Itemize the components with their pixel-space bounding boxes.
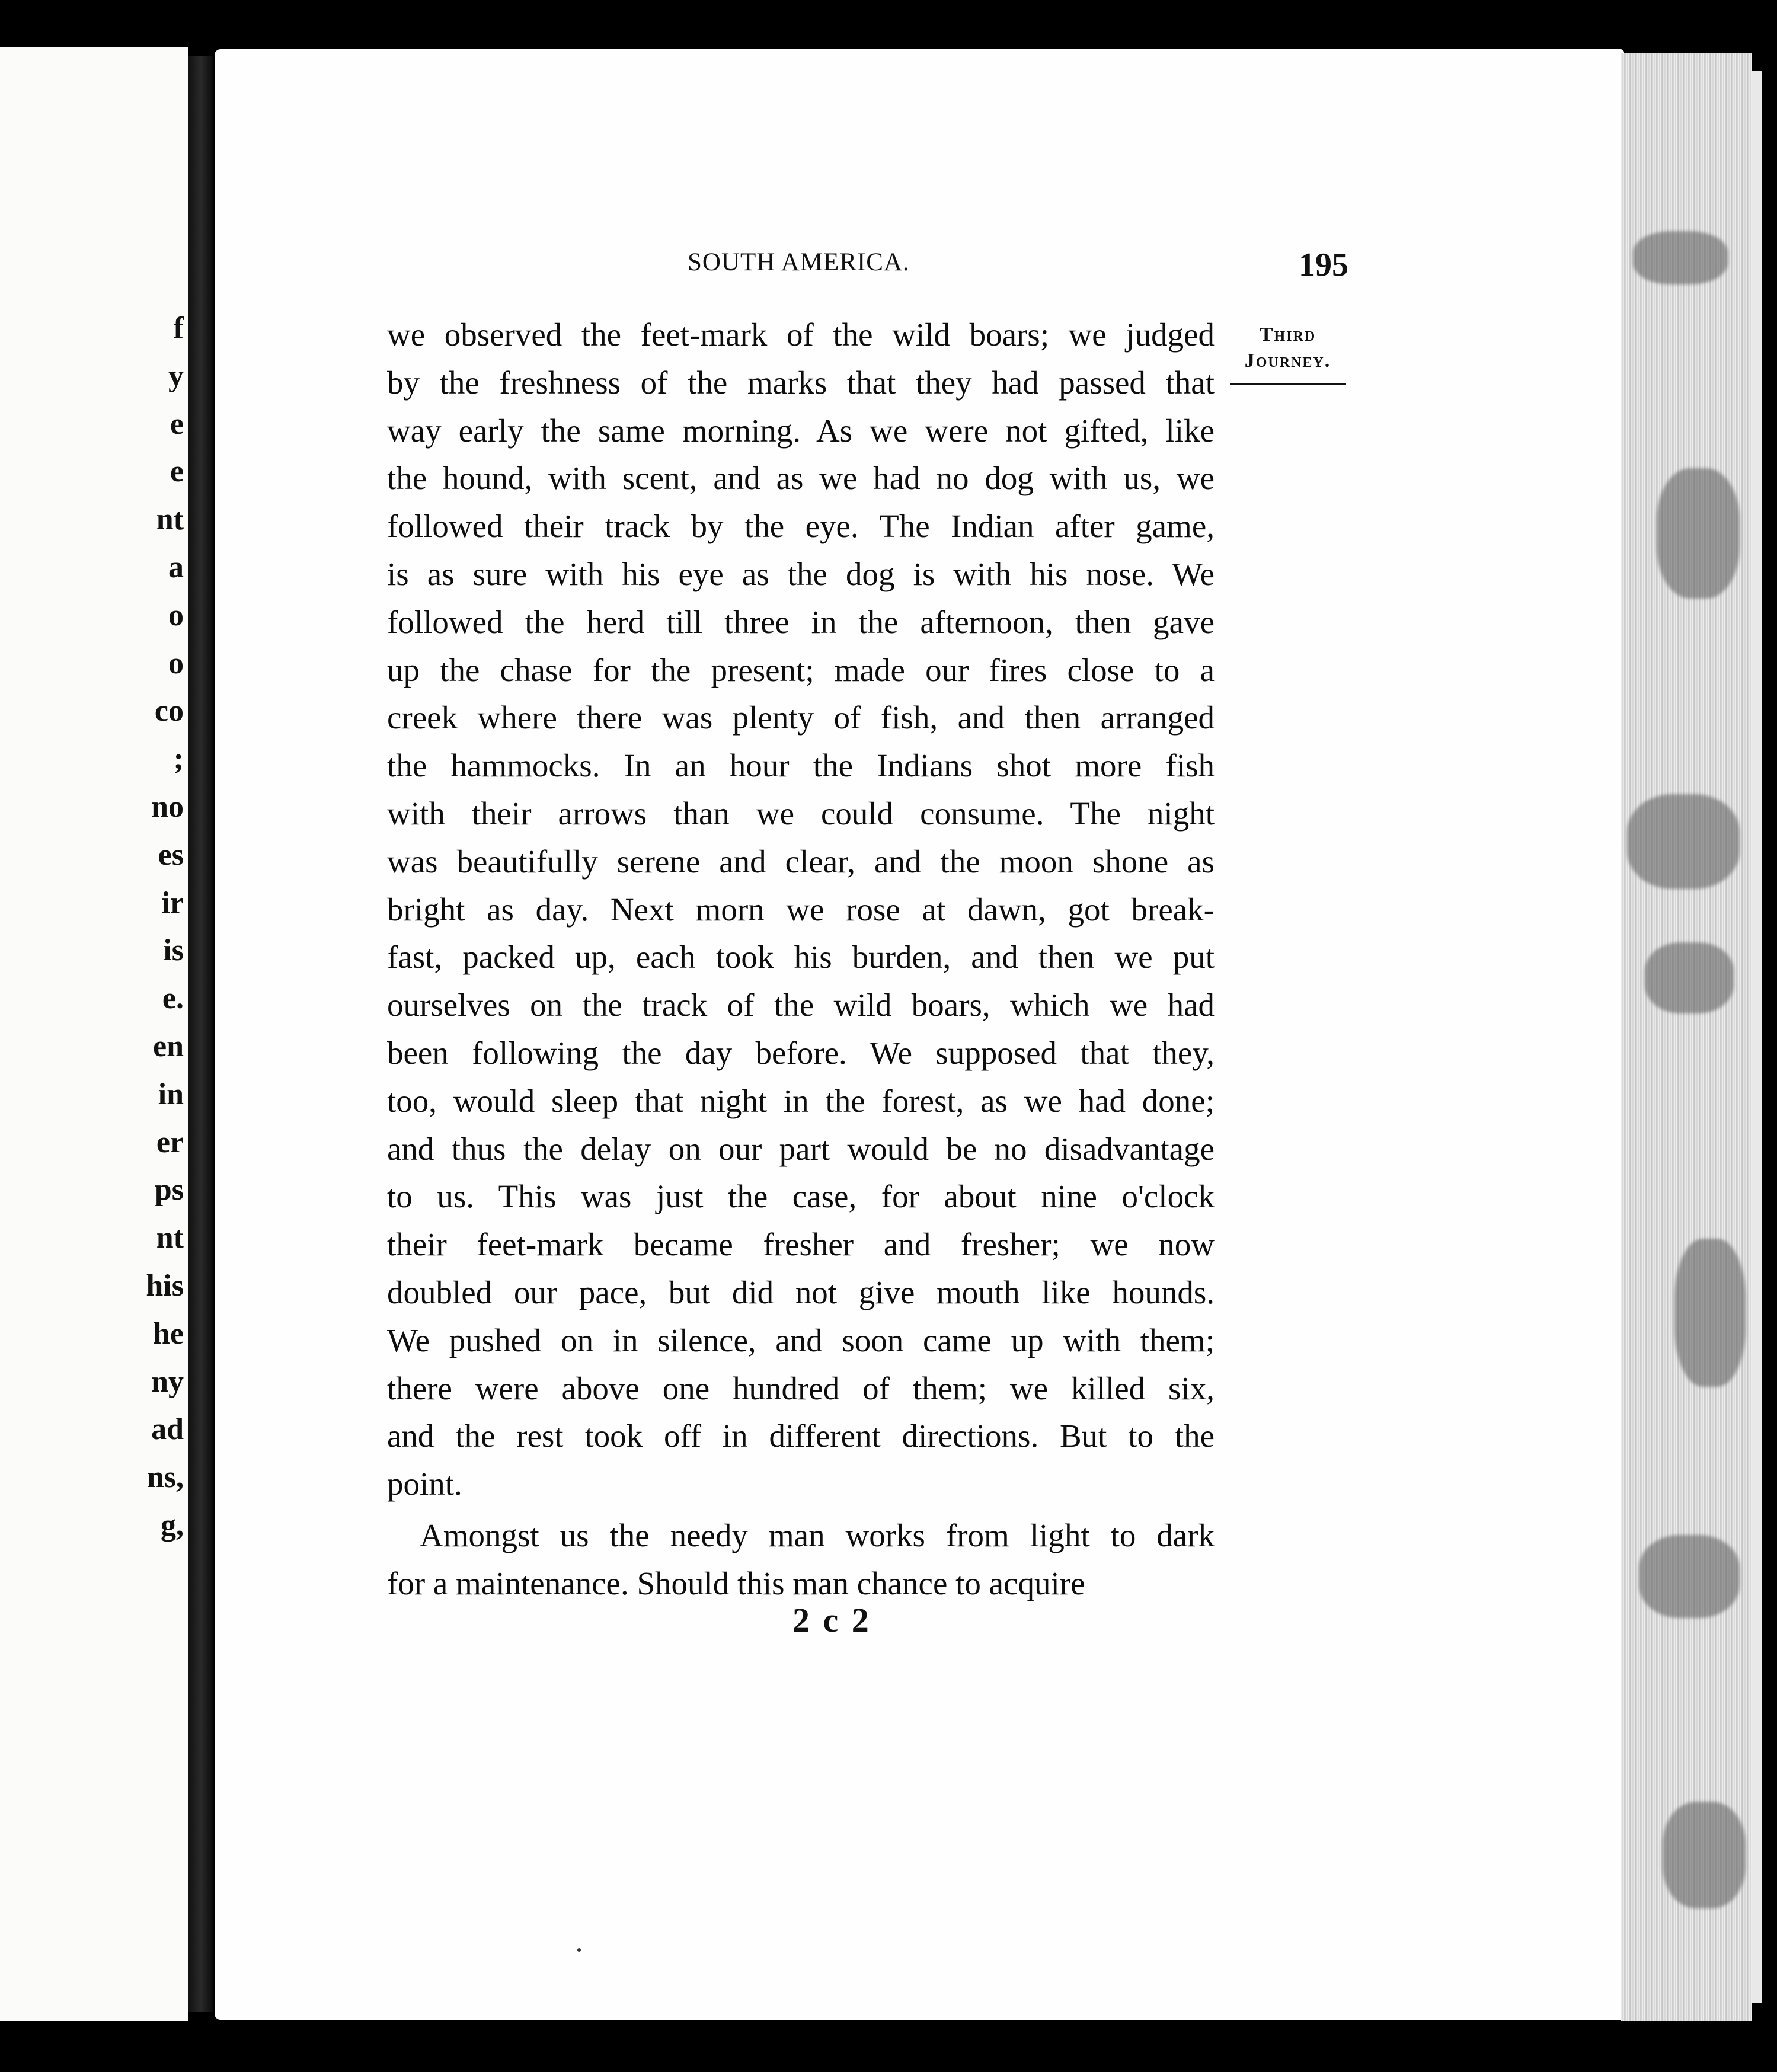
- text-line: point.: [387, 1466, 462, 1502]
- text-line: for a maintenance. Should this man chance to acquire: [387, 1565, 1085, 1601]
- paragraph-1: [387, 311, 1215, 1508]
- text-line: We pushed on in silence, and soon came up with them;: [387, 1322, 1215, 1358]
- text-line: by the freshness of the marks that they had passed that: [387, 364, 1215, 401]
- text-line: was beautifully serene and clear, and the moon shone as: [387, 843, 1215, 880]
- marginal-rule: [1230, 383, 1346, 385]
- left-page-fragment: he: [153, 1316, 184, 1351]
- left-page-fragment: e: [170, 455, 184, 489]
- text-line: their feet-mark became fresher and fresher; we now: [387, 1226, 1215, 1263]
- left-page-fragment: a: [168, 551, 184, 584]
- left-page-fragment: o: [168, 598, 184, 632]
- left-page-fragment: en: [153, 1029, 184, 1063]
- paragraph-2: [387, 1512, 1215, 1608]
- left-page-fragment: co: [154, 694, 184, 728]
- text-line: we observed the feet-mark of the wild boars; we judged: [387, 316, 1215, 353]
- text-line: bright as day. Next morn we rose at dawn, got break-: [387, 891, 1215, 928]
- text-line: to us. This was just the case, for about nine o'clock: [387, 1178, 1215, 1215]
- left-page-fragment: ad: [151, 1412, 184, 1447]
- marginal-note: [1236, 322, 1340, 374]
- left-page-fragment: es: [158, 837, 184, 872]
- running-head: SOUTH AMERICA.: [688, 248, 910, 276]
- ink-speck: [577, 1948, 581, 1952]
- left-page-fragment: nt: [156, 503, 184, 537]
- text-line: followed their track by the eye. The Indian after game,: [387, 508, 1215, 545]
- text-line: the hound, with scent, and as we had no dog with us, we: [387, 460, 1215, 497]
- page-number: 195: [1299, 247, 1348, 283]
- text-line: way early the same morning. As we were not gifted, like: [387, 412, 1215, 449]
- left-page-fragment: no: [151, 790, 184, 824]
- left-page-fragment: ny: [151, 1364, 184, 1399]
- left-page-fragment: f: [173, 311, 184, 345]
- left-page-fragment: ps: [154, 1173, 184, 1207]
- text-line: with their arrows than we could consume. The night: [387, 795, 1215, 832]
- page-fore-edge: [1621, 53, 1752, 2021]
- text-line: ourselves on the track of the wild boars, which we had: [387, 987, 1215, 1024]
- text-line: creek where there was plenty of fish, and then arranged: [387, 699, 1215, 736]
- left-page-fragment: y: [168, 359, 184, 393]
- text-line: Amongst us the needy man works from light to dark: [420, 1517, 1215, 1553]
- left-page-fragment: e: [170, 407, 184, 441]
- left-page-fragment: his: [146, 1269, 184, 1303]
- left-page-fragment: in: [158, 1077, 184, 1111]
- left-page-fragment: ir: [161, 885, 184, 920]
- book-gutter: [188, 56, 213, 2012]
- left-page: [0, 47, 188, 2021]
- left-page-fragment: er: [156, 1125, 184, 1159]
- marginal-note-line2: Journey.: [1244, 350, 1331, 372]
- left-page-fragment: nt: [156, 1221, 184, 1255]
- text-line: there were above one hundred of them; we killed six,: [387, 1370, 1215, 1406]
- text-line: and the rest took off in different directions. But to the: [387, 1418, 1215, 1454]
- text-line: and thus the delay on our part would be no disadvantage: [387, 1130, 1215, 1167]
- text-line: doubled our pace, but did not give mouth like hounds.: [387, 1274, 1215, 1310]
- text-line: been following the day before. We supposed that they,: [387, 1034, 1215, 1071]
- marginal-note-line1: Third: [1259, 324, 1316, 346]
- text-line: followed the herd till three in the afternoon, then gave: [387, 603, 1215, 640]
- right-page-edge: [1752, 71, 1762, 2003]
- signature-mark: 2 c 2: [792, 1601, 871, 1639]
- text-line: fast, packed up, each took his burden, and then we put: [387, 939, 1215, 976]
- left-page-fragment: e.: [162, 981, 184, 1016]
- text-line: too, would sleep that night in the forest, as we had done;: [387, 1082, 1215, 1119]
- left-page-fragment: is: [163, 933, 184, 968]
- left-page-fragment: g,: [161, 1508, 184, 1542]
- body-text: [387, 311, 1215, 1608]
- left-page-fragment: o: [168, 646, 184, 680]
- left-page-fragment: ;: [173, 742, 184, 776]
- text-line: up the chase for the present; made our fires close to a: [387, 651, 1215, 688]
- left-page-fragment: ns,: [146, 1460, 184, 1495]
- text-line: the hammocks. In an hour the Indians shot more fish: [387, 747, 1215, 784]
- text-line: is as sure with his eye as the dog is with his nose. We: [387, 555, 1215, 592]
